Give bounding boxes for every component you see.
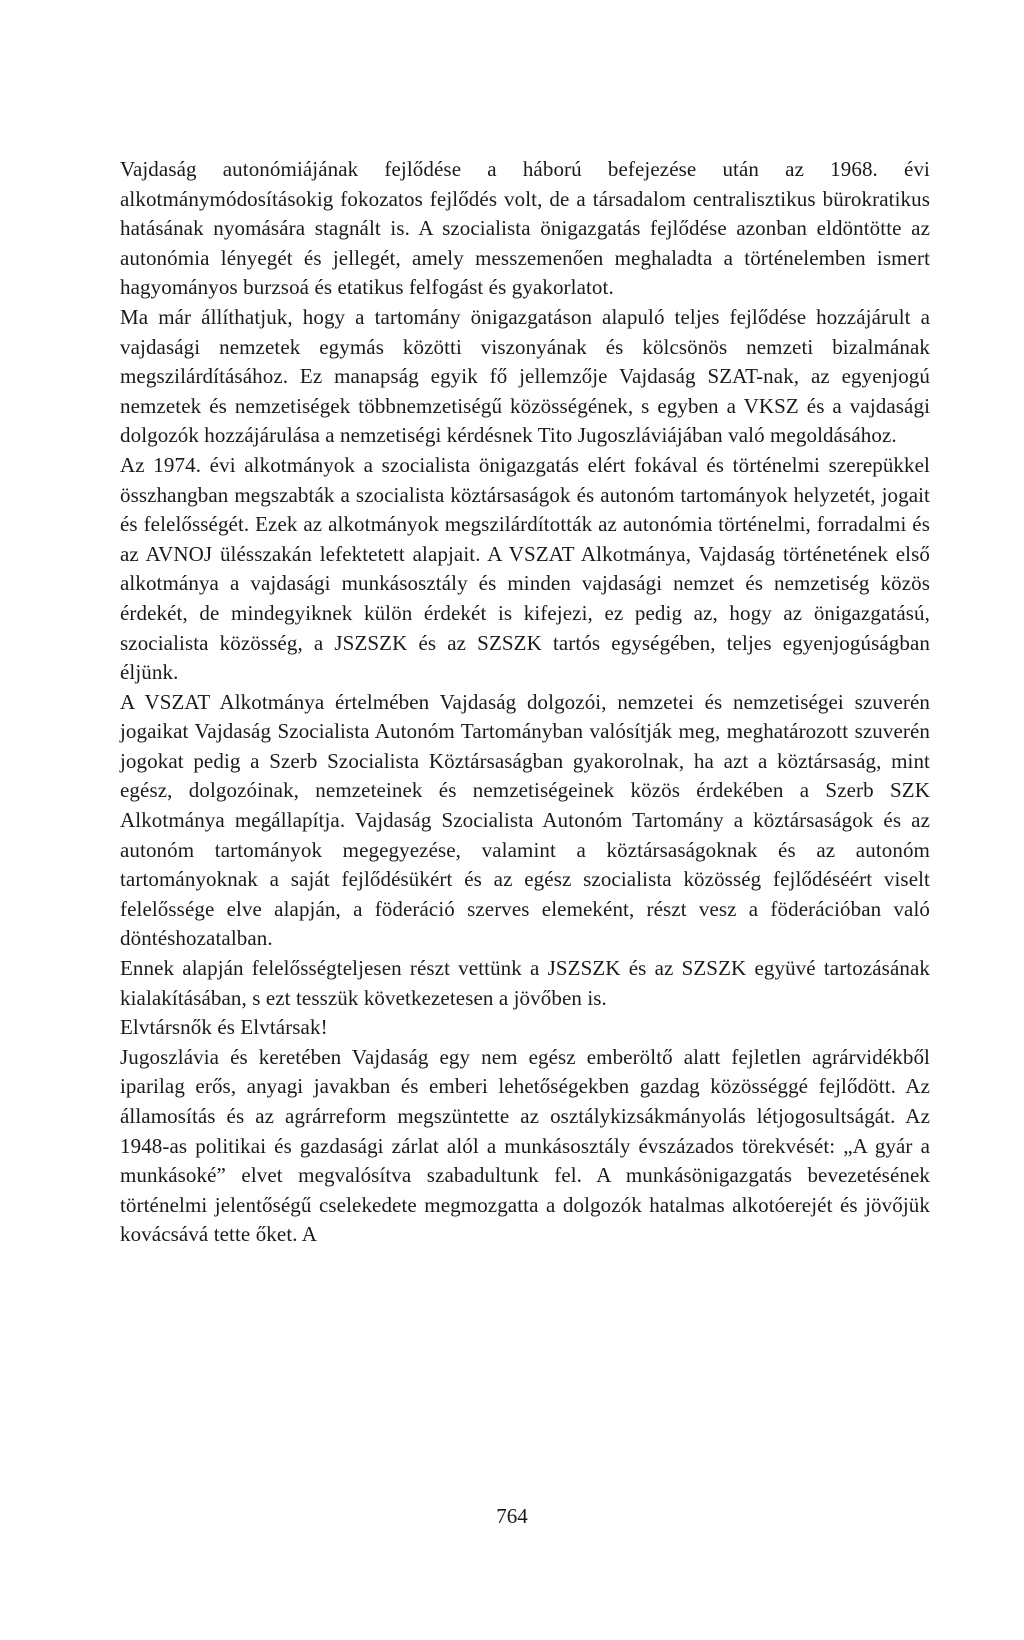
paragraph-3: Az 1974. évi alkotmányok a szocialista önigazgatás elért fokával és történelmi szerepükkel összhangban megszabták a szocialista köztársaságok és autonóm tartományok helyzetét, jogait és felelősségét. Ezek az alkotmányok megszilárdították az autonómia történelmi, forradalmi és az AVNOJ ülésszakán lefektetett alapjait. A VSZAT Alkotmánya, Vajdaság történetének első alkotmánya a vajdasági munkásosztály és minden vajdasági nemzet és nemzetiség közös érdekét, de mindegyiknek külön érdekét is kifejezi, ez pedig az, hogy az önigazgatású, szocialista közösség, a JSZSZK és az SZSZK tartós egységében, teljes egyenjogúságban éljünk.	[120, 452, 930, 685]
paragraph-6: Elvtársnők és Elvtársak!	[120, 1015, 328, 1040]
body-text	[120, 155, 930, 1250]
paragraph-1: Vajdaság autonómiájának fejlődése a háború befejezése után az 1968. évi alkotmánymódosításokig fokozatos fejlődés volt, de a társadalom centralisztikus bürokratikus hatásának nyomására stagnált is. A szocialista önigazgatás fejlődése azonban eldöntötte az autonómia lényegét és jellegét, amely messzemenően meghaladta a történelemben ismert hagyományos burzsoá és etatikus felfogást és gyakorlatot.	[120, 157, 930, 300]
paragraph-7: Jugoszlávia és keretében Vajdaság egy nem egész emberöltő alatt fejletlen agrárvidékből iparilag erős, anyagi javakban és emberi lehetőségekben gazdag közösséggé fejlődött. Az államosítás és az agrárreform megszüntette az osztálykizsákmányolás létjogosultságát. Az 1948-as politikai és gazdasági zárlat alól a munkásosztály évszázados törekvését: „A gyár a munkásoké” elvet megvalósítva szabadultunk fel. A munkásönigazgatás bevezetésének történelmi jelentőségű cselekedete megmozgatta a dolgozók hatalmas alkotóerejét és jövőjük kovácsává tette őket. A	[120, 1044, 930, 1247]
paragraph-5: Ennek alapján felelősségteljesen részt vettünk a JSZSZK és az SZSZK együvé tartozásának kialakításában, s ezt tesszük következetesen a jövőben is.	[120, 956, 930, 1010]
paragraph-2: Ma már állíthatjuk, hogy a tartomány önigazgatáson alapuló teljes fejlődése hozzájárult a vajdasági nemzetek egymás közötti viszonyának és kölcsönös nemzeti bizalmának megszilárdításához. Ez manapság egyik fő jellemzője Vajdaság SZAT-nak, az egyenjogú nemzetek és nemzetiségek többnemzetiségű közösségének, s egyben a VKSZ és a vajdasági dolgozók hozzájárulása a nemzetiségi kérdésnek Tito Jugoszláviájában való megoldásához.	[120, 304, 930, 448]
paragraph-4: A VSZAT Alkotmánya értelmében Vajdaság dolgozói, nemzetei és nemzetiségei szuverén jogaikat Vajdaság Szocialista Autonóm Tartományban valósítják meg, meghatározott szuverén jogokat pedig a Szerb Szocialista Köztársaságban gyakorolnak, ha azt a köztársaság, mint egész, dolgozóinak, nemzeteinek és nemzetiségeinek közös érdekében a Szerb SZK Alkotmánya megállapítja. Vajdaság Szocialista Autonóm Tartomány a köztársaságok és az autonóm tartományok megegyezése, valamint a köztársaságoknak és az autonóm tartományoknak a saját fejlődésükért és az egész szocialista közösség fejlődéséért viselt felelőssége elve alapján, a föderáció szerves elemeként, részt vesz a föderációban való döntéshozatalban.	[120, 689, 930, 951]
page-number: 764	[496, 1504, 528, 1528]
